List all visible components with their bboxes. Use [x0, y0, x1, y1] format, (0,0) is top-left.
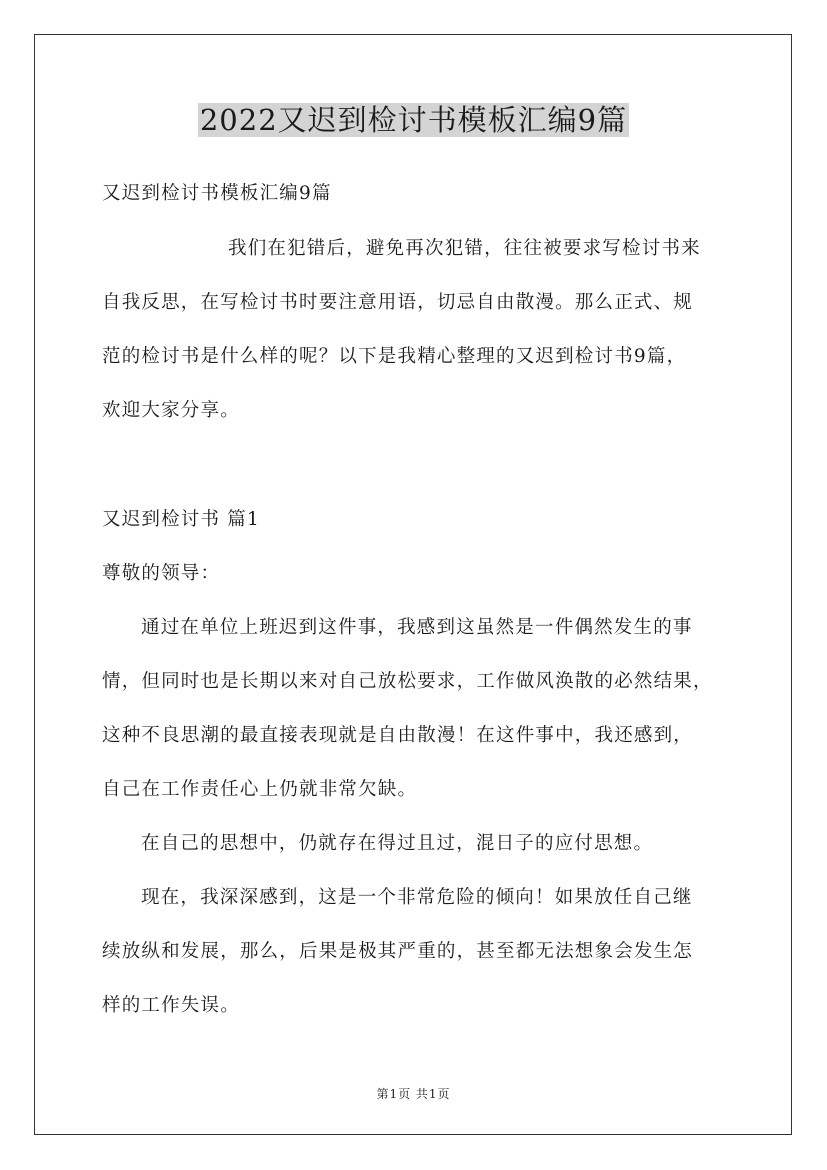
- intro-line: 范的检讨书是什么样的呢？以下是我精心整理的又迟到检讨书9篇，: [102, 346, 687, 367]
- document-subtitle: 又迟到检讨书模板汇编9篇: [102, 183, 332, 204]
- body-line: 在自己的思想中，仍就存在得过且过，混日子的应付思想。: [141, 833, 654, 854]
- salutation: 尊敬的领导：: [102, 563, 221, 584]
- page-number: 第1页 共1页: [376, 1087, 451, 1101]
- intro-line: 自我反思，在写检讨书时要注意用语，切忌自由散漫。那么正式、规: [102, 292, 694, 313]
- body-line: 续放纵和发展，那么，后果是极其严重的，甚至都无法想象会发生怎: [102, 941, 694, 962]
- body-line: 现在，我深深感到，这是一个非常危险的倾向！如果放任自己继: [141, 887, 693, 908]
- body-line: 自己在工作责任心上仍就非常欠缺。: [102, 779, 418, 800]
- intro-line: 欢迎大家分享。: [102, 400, 240, 421]
- body-line: 情，但同时也是长期以来对自己放松要求，工作做风涣散的必然结果，: [102, 671, 713, 692]
- body-line: 这种不良思潮的最直接表现就是自由散漫！在这件事中，我还感到，: [102, 725, 694, 746]
- document-title: 2022又迟到检讨书模板汇编9篇: [199, 103, 628, 137]
- section-heading: 又迟到检讨书 篇1: [102, 509, 260, 530]
- intro-line: 我们在犯错后，避免再次犯错，往往被要求写检讨书来: [228, 238, 701, 259]
- body-line: 通过在单位上班迟到这件事，我感到这虽然是一件偶然发生的事: [141, 617, 693, 638]
- body-line: 样的工作失误。: [102, 995, 240, 1016]
